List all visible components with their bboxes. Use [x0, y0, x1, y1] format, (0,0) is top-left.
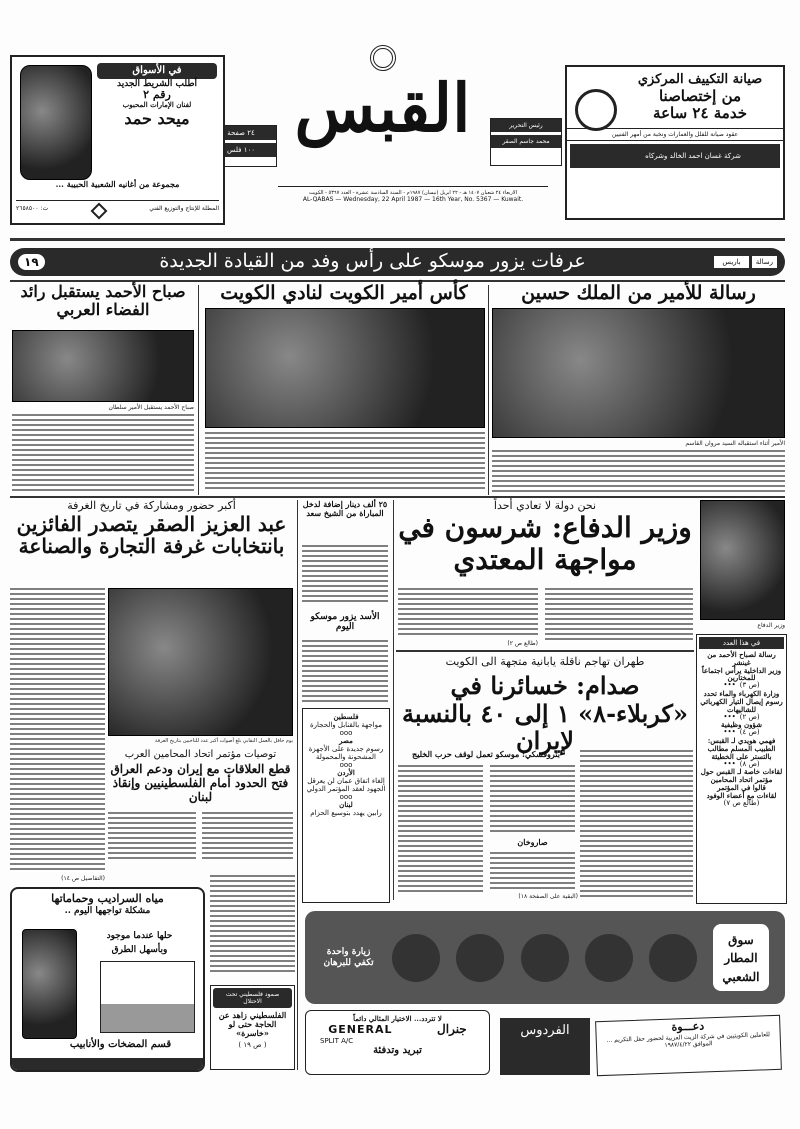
ad-line: أطلب الشريط الجديد — [116, 78, 198, 89]
ad-palestine[interactable] — [210, 985, 295, 1070]
headline-sabah: صباح الأحمد يستقبل رائد الفضاء العربي — [20, 282, 186, 320]
separator: ooo — [339, 793, 353, 802]
ad-line: صيانة التكييف المركزي — [637, 72, 763, 87]
headline-hussein: رسالة للأمير من الملك حسين — [521, 282, 756, 304]
offer-circle — [456, 934, 504, 982]
offer-circle — [585, 934, 633, 982]
article-body — [398, 588, 538, 638]
pump-image — [22, 929, 77, 1039]
banner-headline: عرفات يزور موسكو على رأس وفد من القيادة الجديدة — [159, 250, 586, 273]
index-item[interactable]: وزارة الكهرباء والماء تحدد رسوم إيصال التيار الكهربائي للشاليهات — [700, 689, 783, 714]
index-item[interactable]: قالوا في المؤتمر — [717, 783, 766, 793]
ad-general-ac[interactable] — [305, 1010, 490, 1075]
index-header: في هذا العدد — [699, 637, 784, 649]
caption: يوم حافل بالعمل النقابي بلغ أصوات أكبر عدد للناخبين بتاريخ الغرفة — [155, 738, 293, 744]
kicker-saqr: أكبر حضور ومشاركة في تاريخ الغرفة — [67, 499, 236, 512]
page-ref: (التفاصيل ص ١٤) — [61, 875, 105, 882]
ad-line: مشكلة تواجهها اليوم .. — [64, 905, 151, 916]
divider — [10, 496, 785, 498]
headline-saddam: صدام: خسائرنا في «كربلاء-٨» ١ إلى ٤٠ بالنسبة لإيران — [402, 671, 688, 756]
tag-paris: باريس — [714, 256, 748, 268]
tag-risala: رسالة — [752, 256, 777, 268]
news-briefs — [302, 708, 390, 903]
article-body — [108, 812, 196, 862]
separator: ••• — [723, 681, 736, 690]
brand-ar: جنرال — [437, 1022, 467, 1037]
article-body — [545, 588, 693, 643]
stopwatch-icon — [575, 89, 617, 131]
brand-logo: GENERAL — [328, 1023, 393, 1037]
ad-line: في الأسواق — [97, 63, 217, 79]
invite-title: دعـــوة — [671, 1019, 705, 1034]
ad-cassette[interactable] — [10, 55, 225, 225]
ad-line: لفنان الإمارات المحبوب — [122, 100, 192, 110]
brief-item: مواجهة بالقنابل والحجارة — [310, 721, 382, 730]
date-line — [278, 186, 548, 203]
headline-defense: وزير الدفاع: شرسون في مواجهة المعتدي — [398, 511, 692, 577]
date-english: AL-QABAS — Wednesday, 22 April 1987 — 16th Year, No. 5367 — Kuwait. — [302, 196, 524, 203]
page-ref: (البقية على الصفحة ١٨) — [518, 893, 578, 900]
article-body — [12, 414, 194, 492]
index-ref: (ص ٢) — [739, 712, 760, 721]
ad-line: صمود فلسطيني تحت الاحتلال — [213, 988, 292, 1008]
article-body — [202, 812, 293, 862]
photo-election — [108, 588, 293, 736]
ad-line: مجموعة من أغانيه الشعبية الحبيبة ... — [55, 179, 180, 189]
divider — [198, 285, 199, 495]
index-item[interactable]: شؤون وظيفية — [721, 720, 762, 730]
article-body — [302, 545, 388, 605]
index-item[interactable]: رسالة لصباح الأحمد من غينشر — [707, 650, 776, 667]
subheadline-petrovsky: بتروفسكي: موسكو تعمل لوقف حرب الخليج — [412, 749, 560, 759]
divider — [297, 500, 298, 1070]
article-body — [398, 765, 483, 893]
page-ref: ١٩ — [18, 254, 45, 270]
date-arabic: الاربعاء ٢٤ شعبان ١٤٠٧ هـ - ٢٢ ابريل (نيسان) ١٩٨٧م - السنة السادسة عشرة - العدد ٥٣٦٧ - الكويت — [309, 190, 517, 196]
article-body — [490, 765, 575, 835]
photo-emir-meeting — [492, 308, 785, 438]
distributor: المطلة للإنتاج والتوزيع الفني — [149, 205, 219, 212]
phone: ت: ٢٦٥٨٥٠٠ — [16, 205, 49, 212]
article-body — [580, 750, 693, 898]
pages-count: ٢٤ صفحة — [206, 126, 276, 140]
singer-name: ميحد حمد — [124, 108, 190, 128]
photo-astronaut — [12, 330, 194, 402]
headline-lawyers: قطع العلاقات مع إيران ودعم العراق فتح الحدود أمام الفلسطينيين وإنقاذ لبنان — [110, 762, 291, 804]
caption: الأمير أثناء استقباله السيد مروان القاسم — [685, 440, 785, 447]
price: ١٠٠ فلس — [206, 143, 276, 157]
index-item[interactable]: لقاءات خاصة لـ القبس حول مؤتمر اتحاد المحامين — [700, 767, 783, 785]
ad-pumps[interactable] — [10, 887, 205, 1072]
index-list — [699, 651, 784, 808]
headline-donation: ٢٥ ألف دينار إضافة لدخل المباراة من الشيخ سعد — [302, 499, 388, 519]
ad-line: تبريد وتدفئة — [373, 1044, 422, 1056]
ad-invitation[interactable] — [595, 1015, 782, 1076]
article-body — [302, 640, 388, 702]
ad-company: شركة غسان احمد الخالد وشركاه — [570, 144, 780, 168]
ad-line: من إختصاصنا — [658, 86, 742, 105]
market-title: سوق المطار الشعبي — [722, 932, 760, 984]
separator: ooo — [339, 761, 353, 770]
caption: صباح الأحمد يستقبل الأمير سلطان — [108, 404, 194, 411]
basement-diagram — [100, 961, 195, 1033]
ad-line: عقود صيانة للفلل والعمارات ونخبة من أمهر الفنيين — [567, 128, 783, 141]
page-ref: ( ص ١٩ ) — [238, 1040, 267, 1049]
separator: ••• — [723, 712, 736, 721]
index-ref: (ص ٣) — [739, 681, 760, 690]
index-ref: (طالع ص ٧) — [723, 798, 760, 807]
separator: ••• — [723, 728, 736, 737]
photo-cup-ceremony — [205, 308, 485, 428]
article-body — [490, 852, 575, 892]
headline-cup: كأس أمير الكويت لنادي الكويت — [220, 282, 468, 304]
ad-airport-market[interactable] — [305, 911, 785, 1004]
logo — [285, 45, 480, 185]
index-item[interactable]: لقاءات مع أعضاء الوفود — [706, 790, 777, 800]
photo-defense-minister — [700, 500, 785, 620]
article-body — [205, 432, 485, 492]
index-item[interactable]: فهمي هويدي لـ القبس: الطبيب المسلم مطالب بالتستر على الخطيئة — [707, 736, 776, 761]
ad-line: لا تتردد... الاختيار المثالي دائماً — [353, 1014, 442, 1023]
article-body — [492, 450, 785, 492]
caption: وزير الدفاع — [757, 622, 785, 629]
index-ref: (ص ٨) — [739, 759, 760, 768]
brief-country: مصر — [339, 736, 353, 746]
diamond-logo-icon — [90, 203, 107, 220]
page-ref: (طالع ص ٢) — [507, 640, 538, 647]
kicker-saddam: طهران تهاجم ناقلة يابانية متجهة الى الكويت — [445, 655, 645, 668]
article-body — [210, 875, 295, 975]
kicker-defense: نحن دولة لا تعادي أحداً — [493, 499, 597, 512]
headline-saqr: عبد العزيز الصقر يتصدر الفائزين بانتخابات غرفة التجارة والصناعة — [16, 512, 287, 558]
main-banner — [10, 248, 785, 276]
ad-line: رقم ٢ — [143, 87, 171, 101]
ad-footer — [12, 1058, 203, 1070]
separator: ••• — [723, 759, 736, 768]
index-box — [696, 634, 787, 904]
divider — [488, 285, 489, 495]
logo-text: القبس — [294, 69, 471, 147]
index-ref: (ص ٤) — [739, 728, 760, 737]
subhead: صاروخان — [517, 837, 548, 847]
brief-country: لبنان — [339, 800, 353, 810]
divider — [10, 238, 785, 241]
editor-name: محمد جاسم الصقر — [491, 135, 561, 148]
ad-firdous[interactable] — [500, 1018, 590, 1075]
editor-label: رئيس التحرير — [491, 119, 561, 132]
ad-line: وبأسهل الطرق — [111, 945, 168, 955]
brief-country: فلسطين — [333, 712, 359, 721]
invite-body: للعاملين الكويتيين في شركة الزيت العربية لحضور حفل التكريم ... الموافق ١٩٨٧/٤/٢٢ — [606, 1030, 770, 1049]
offer-circle — [392, 934, 440, 982]
ad-ac-maintenance[interactable] — [565, 65, 785, 220]
divider — [393, 500, 394, 900]
ad-line: خدمة ٢٤ ساعة — [653, 104, 747, 123]
ad-line: مياه السراديب وحماماتها — [51, 892, 164, 905]
brief-item: إلغاء اتفاق عمان لن يعرقل الجهود لعقد المؤتمر الدولي — [306, 777, 386, 794]
offer-circle — [649, 934, 697, 982]
headline-assad: الأسد يزور موسكو اليوم — [310, 612, 380, 633]
ad-department: قسم المضخات والأنابيب — [69, 1039, 172, 1050]
market-slogan: زيارة واحدة تكفي للبرهان — [323, 947, 374, 968]
brief-item: رابين يهدد بتوسيع الحزام — [310, 809, 382, 818]
separator: ooo — [339, 729, 353, 738]
ad-line: الفلسطيني زاهد عن الحاجة حتى لو «خاسرة» — [218, 1010, 287, 1039]
index-item[interactable]: وزير الداخلية يرأس اجتماعاً للمختارين — [701, 665, 782, 683]
sun-emblem-icon — [370, 45, 396, 71]
model: SPLIT A/C — [320, 1036, 354, 1045]
editor-box — [490, 118, 562, 166]
firdous-title: الفردوس — [520, 1023, 570, 1038]
offer-circle — [521, 934, 569, 982]
singer-photo — [20, 65, 92, 180]
article-body — [10, 588, 105, 872]
brief-item: رسوم جديدة على الأجهزة المشحونة والمحمولة — [308, 745, 384, 762]
divider — [396, 650, 694, 652]
ad-line: حلها عندما موجود — [106, 931, 173, 941]
kicker-lawyers: توصيات مؤتمر اتحاد المحامين العرب — [124, 749, 277, 760]
brief-country: الأردن — [337, 768, 355, 778]
